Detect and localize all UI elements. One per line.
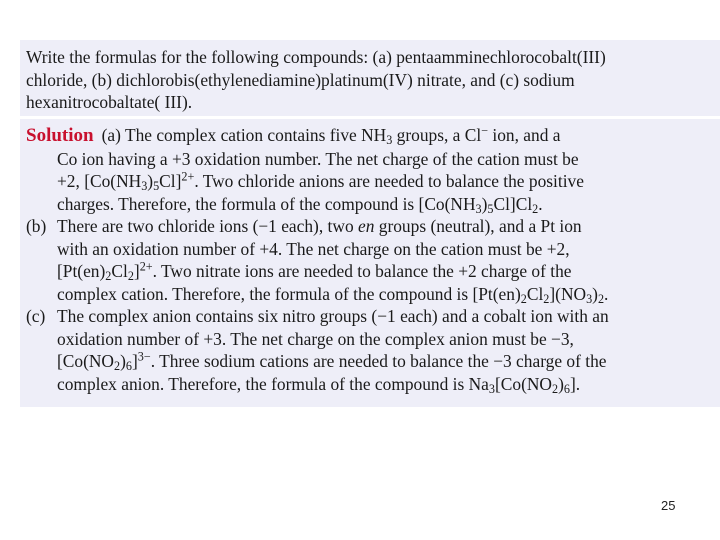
question-line: Write the formulas for the following compounds: (a) pentaamminechlorocobalt(III) xyxy=(26,47,606,67)
text: ) xyxy=(120,351,126,371)
text: ) xyxy=(592,283,598,304)
question-block xyxy=(20,40,720,116)
text: Cl xyxy=(111,261,128,281)
solution-a-line2: Co ion having a +3 oxidation number. The net charge of the cation must be xyxy=(57,148,579,169)
text: There are two chloride ions (−1 each), two xyxy=(57,216,358,236)
text: ) xyxy=(558,373,564,394)
subscript: 3 xyxy=(475,201,482,216)
page-number: 25 xyxy=(661,498,676,513)
text: . xyxy=(538,193,543,214)
subscript: 2 xyxy=(597,291,605,306)
subscript: 3 xyxy=(141,179,148,194)
superscript: − xyxy=(481,123,489,138)
text: ) xyxy=(147,171,154,191)
text: [Co(NO xyxy=(57,351,114,371)
question-line: chloride, (b) dichlorobis(ethylenediamine)platinum(IV) nitrate, and (c) sodium xyxy=(26,69,575,90)
solution-block xyxy=(20,119,720,407)
text: The complex anion contains six nitro groups (−1 each) and a cobalt ion with an xyxy=(57,306,609,326)
text: +2, [Co(NH xyxy=(57,171,142,191)
subscript: 3 xyxy=(386,133,393,148)
subscript: 2 xyxy=(127,269,134,284)
text: ](NO xyxy=(549,283,587,304)
text: ] xyxy=(131,351,138,371)
text: Cl] xyxy=(159,171,182,191)
text: ) xyxy=(481,193,488,214)
subscript: 2 xyxy=(105,269,112,284)
solution-b-line1 xyxy=(26,215,714,238)
text: Cl xyxy=(526,283,544,304)
text: Cl]Cl xyxy=(493,193,533,214)
text: charges. Therefore, the formula of the compound is [Co(NH xyxy=(57,193,476,214)
superscript: 2+ xyxy=(181,169,195,184)
text: . Two nitrate ions are needed to balance the +2 charge of the xyxy=(152,261,572,281)
solution-label: Solution xyxy=(26,125,94,146)
text: . xyxy=(604,283,609,304)
text: ion, and a xyxy=(488,125,561,145)
text: [Pt(en) xyxy=(57,261,106,281)
text: groups (neutral), and a Pt ion xyxy=(374,216,582,236)
italic-text: en xyxy=(357,216,375,236)
superscript: 3− xyxy=(137,349,151,364)
question-line: hexanitrocobaltate( III). xyxy=(26,92,193,112)
solution-c-line3 xyxy=(26,350,714,373)
subscript: 5 xyxy=(487,201,494,216)
text: . Two chloride anions are needed to balance the positive xyxy=(194,171,584,191)
text: complex anion. Therefore, the formula of the compound is Na xyxy=(57,373,489,394)
subscript: 2 xyxy=(520,291,527,306)
solution-b-line2: with an oxidation number of +4. The net charge on the cation must be +2, xyxy=(57,238,570,259)
part-c-label: (c) xyxy=(26,306,46,326)
solution-b-line3 xyxy=(26,260,714,283)
subscript: 2 xyxy=(551,381,559,396)
text: ]. xyxy=(569,373,581,394)
subscript: 3 xyxy=(586,291,593,306)
superscript: 2+ xyxy=(139,259,153,274)
text: The complex cation contains five NH xyxy=(124,125,387,145)
solution-c-line4 xyxy=(26,373,714,396)
solution-a-line3 xyxy=(26,170,714,193)
part-a-label: (a) xyxy=(101,125,121,145)
subscript: 6 xyxy=(125,359,132,374)
part-b-label: (b) xyxy=(26,216,47,236)
text: complex cation. Therefore, the formula of the compound is [Pt(en) xyxy=(57,283,521,304)
solution-c-line2: oxidation number of +3. The net charge on the complex anion must be −3, xyxy=(57,328,574,349)
solution-c-line1 xyxy=(26,305,714,328)
solution-a-line4 xyxy=(26,193,714,216)
solution-b-line4 xyxy=(26,283,714,306)
subscript: 6 xyxy=(563,381,570,396)
text: ] xyxy=(133,261,140,281)
text: [Co(NO xyxy=(494,373,552,394)
text: . Three sodium cations are needed to balance the −3 charge of the xyxy=(150,351,607,371)
subscript: 3 xyxy=(488,381,495,396)
solution-a-line1 xyxy=(26,124,714,148)
text: groups, a Cl xyxy=(392,125,482,145)
subscript: 2 xyxy=(543,291,550,306)
subscript: 2 xyxy=(532,201,539,216)
subscript: 5 xyxy=(153,179,160,194)
subscript: 2 xyxy=(114,359,121,374)
